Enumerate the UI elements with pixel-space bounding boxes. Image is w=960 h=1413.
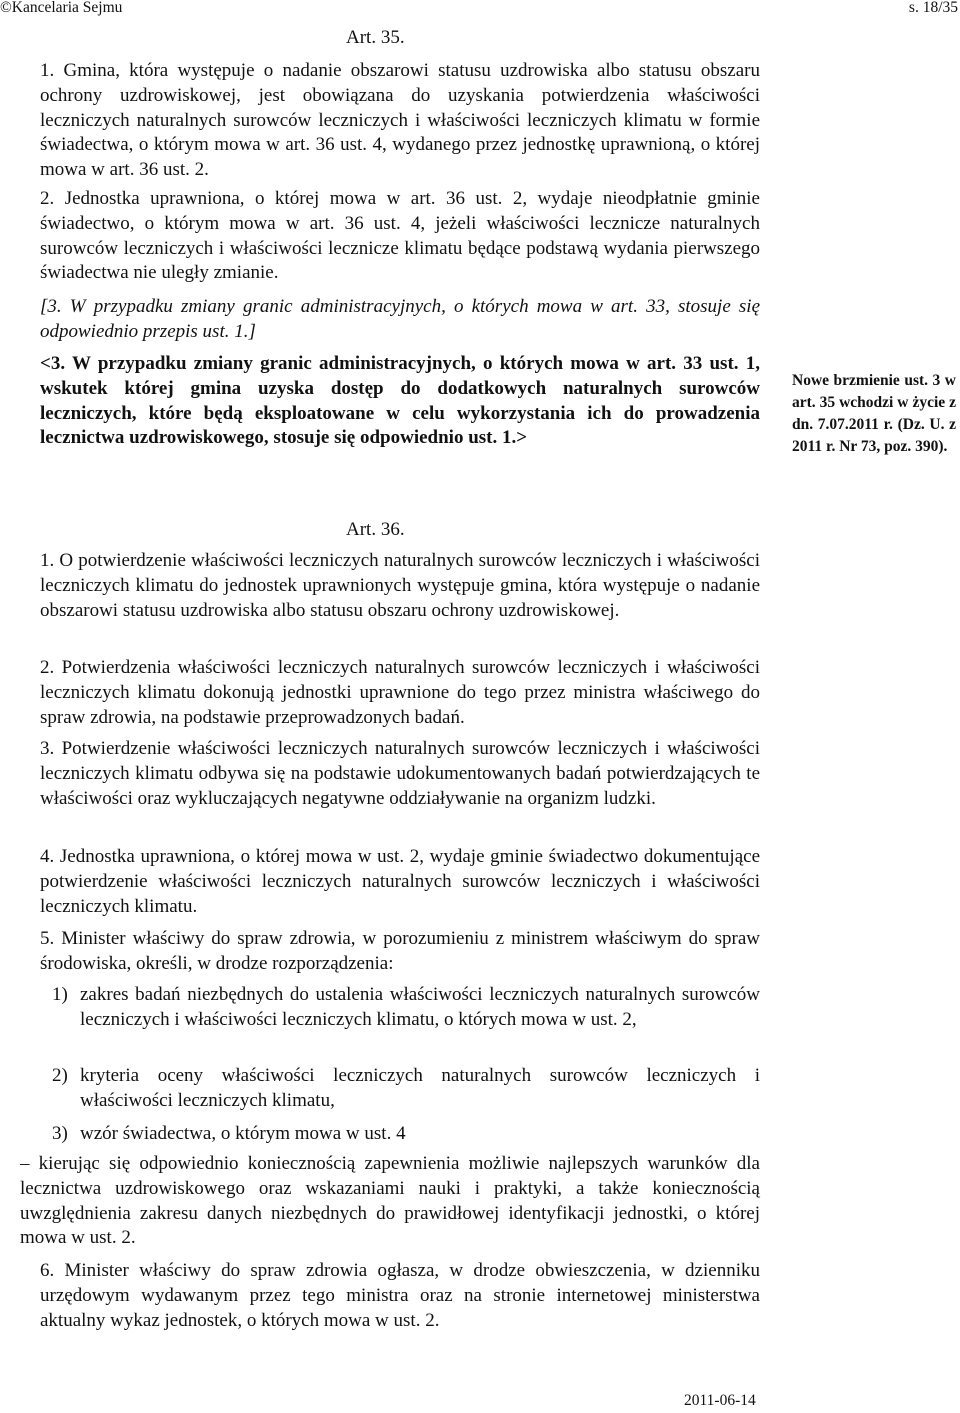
list-item-text: zakres badań niezbędnych do ustalenia właściwości leczniczych naturalnych surowców leczniczych i właściwości leczniczych klimatu, o których mowa w ust. 2, bbox=[80, 984, 760, 1030]
list-item bbox=[52, 1064, 760, 1114]
art-36-para-2: 2. Potwierdzenia właściwości leczniczych naturalnych surowców leczniczych i właściwości leczniczych klimatu dokonują jednostki uprawnione do tego przez ministra właściwego do spraw zdrowia, na podstawie przeprowadzonych badań. bbox=[40, 657, 760, 728]
header-source: ©Kancelaria Sejmu bbox=[0, 0, 123, 16]
art-36-para-5-tail: – kierując się odpowiednio koniecznością zapewnienia możliwie najlepszych warunków dla lecznictwa uzdrowiskowego oraz wskazaniami nauki i praktyki, a także koniecznością uwzględnienia zakresu danych niezbędnych do prawidłowej identyfikacji jednostki, o której mowa w ust. 2. bbox=[20, 1153, 760, 1249]
footer-date: 2011-06-14 bbox=[684, 1392, 756, 1409]
art-35-para-3-old: [3. W przypadku zmiany granic administracyjnych, o których mowa w art. 33, stosuje się odpowiednio przepis ust. 1.] bbox=[40, 296, 760, 342]
list-item-number: 1) bbox=[52, 984, 68, 1005]
art-35-para-3-new: <3. W przypadku zmiany granic administracyjnych, o których mowa w art. 33 ust. 1, wskutek której gmina uzyska dostęp do dodatkowych naturalnych surowców leczniczych, które będą eksploatowane w celu wykorzystania ich do prowadzenia lecznictwa uzdrowiskowego, stosuje się odpowiednio ust. 1.> bbox=[40, 353, 760, 449]
art-36-para-3: 3. Potwierdzenie właściwości leczniczych naturalnych surowców leczniczych i właściwości leczniczych klimatu odbywa się na podstawie udokumentowanych badań potwierdzających te właściwości oraz wykluczających negatywne oddziaływanie na organizm ludzki. bbox=[40, 738, 760, 809]
margin-note-amendment: Nowe brzmienie ust. 3 w art. 35 wchodzi w życie z dn. 7.07.2011 r. (Dz. U. z 2011 r. Nr 73, poz. 390). bbox=[792, 372, 956, 455]
art-36-para-1: 1. O potwierdzenie właściwości leczniczych naturalnych surowców leczniczych i właściwości leczniczych klimatu do jednostek uprawnionych występuje gmina, która występuje o nadanie obszarowi statusu uzdrowiska albo statusu obszaru ochrony uzdrowiskowej. bbox=[40, 550, 760, 621]
art-36-para-6: 6. Minister właściwy do spraw zdrowia ogłasza, w drodze obwieszczenia, w dzienniku urzędowym wydawanym przez tego ministra oraz na stronie internetowej ministerstwa aktualny wykaz jednostek, o których mowa w ust. 2. bbox=[40, 1260, 760, 1331]
art-36-para-5: 5. Minister właściwy do spraw zdrowia, w porozumieniu z ministrem właściwym do spraw środowiska, określi, w drodze rozporządzenia: bbox=[40, 928, 760, 974]
art-35-para-1: 1. Gmina, która występuje o nadanie obszarowi statusu uzdrowiska albo statusu obszaru ochrony uzdrowiskowej, jest obowiązana do uzyskania potwierdzenia właściwości leczniczych naturalnych surowców leczniczych i właściwości leczniczych klimatu w formie świadectwa, o którym mowa w art. 36 ust. 4, wydanego przez jednostkę uprawnioną, o której mowa w art. 36 ust. 2. bbox=[40, 60, 760, 181]
list-item bbox=[52, 983, 760, 1033]
art-36-title: Art. 36. bbox=[346, 519, 405, 540]
art-36-para-4: 4. Jednostka uprawniona, o której mowa w ust. 2, wydaje gminie świadectwo dokumentujące potwierdzenie właściwości leczniczych naturalnych surowców leczniczych i właściwości leczniczych klimatu. bbox=[40, 846, 760, 917]
art-35-title: Art. 35. bbox=[346, 27, 405, 48]
art-35-para-2: 2. Jednostka uprawniona, o której mowa w art. 36 ust. 2, wydaje nieodpłatnie gminie świadectwo, o którym mowa w art. 36 ust. 4, jeżeli właściwości lecznicze naturalnych surowców leczniczych i właściwości lecznicze klimatu będące podstawą wydania pierwszego świadectwa nie uległy zmianie. bbox=[40, 188, 760, 284]
list-item-number: 3) bbox=[52, 1123, 68, 1144]
list-item-number: 2) bbox=[52, 1065, 68, 1086]
header-page-number: s. 18/35 bbox=[908, 0, 958, 16]
list-item-text: wzór świadectwa, o którym mowa w ust. 4 bbox=[80, 1123, 406, 1144]
list-item-text: kryteria oceny właściwości leczniczych naturalnych surowców leczniczych i właściwości leczniczych klimatu, bbox=[80, 1065, 760, 1111]
list-item bbox=[52, 1122, 760, 1147]
